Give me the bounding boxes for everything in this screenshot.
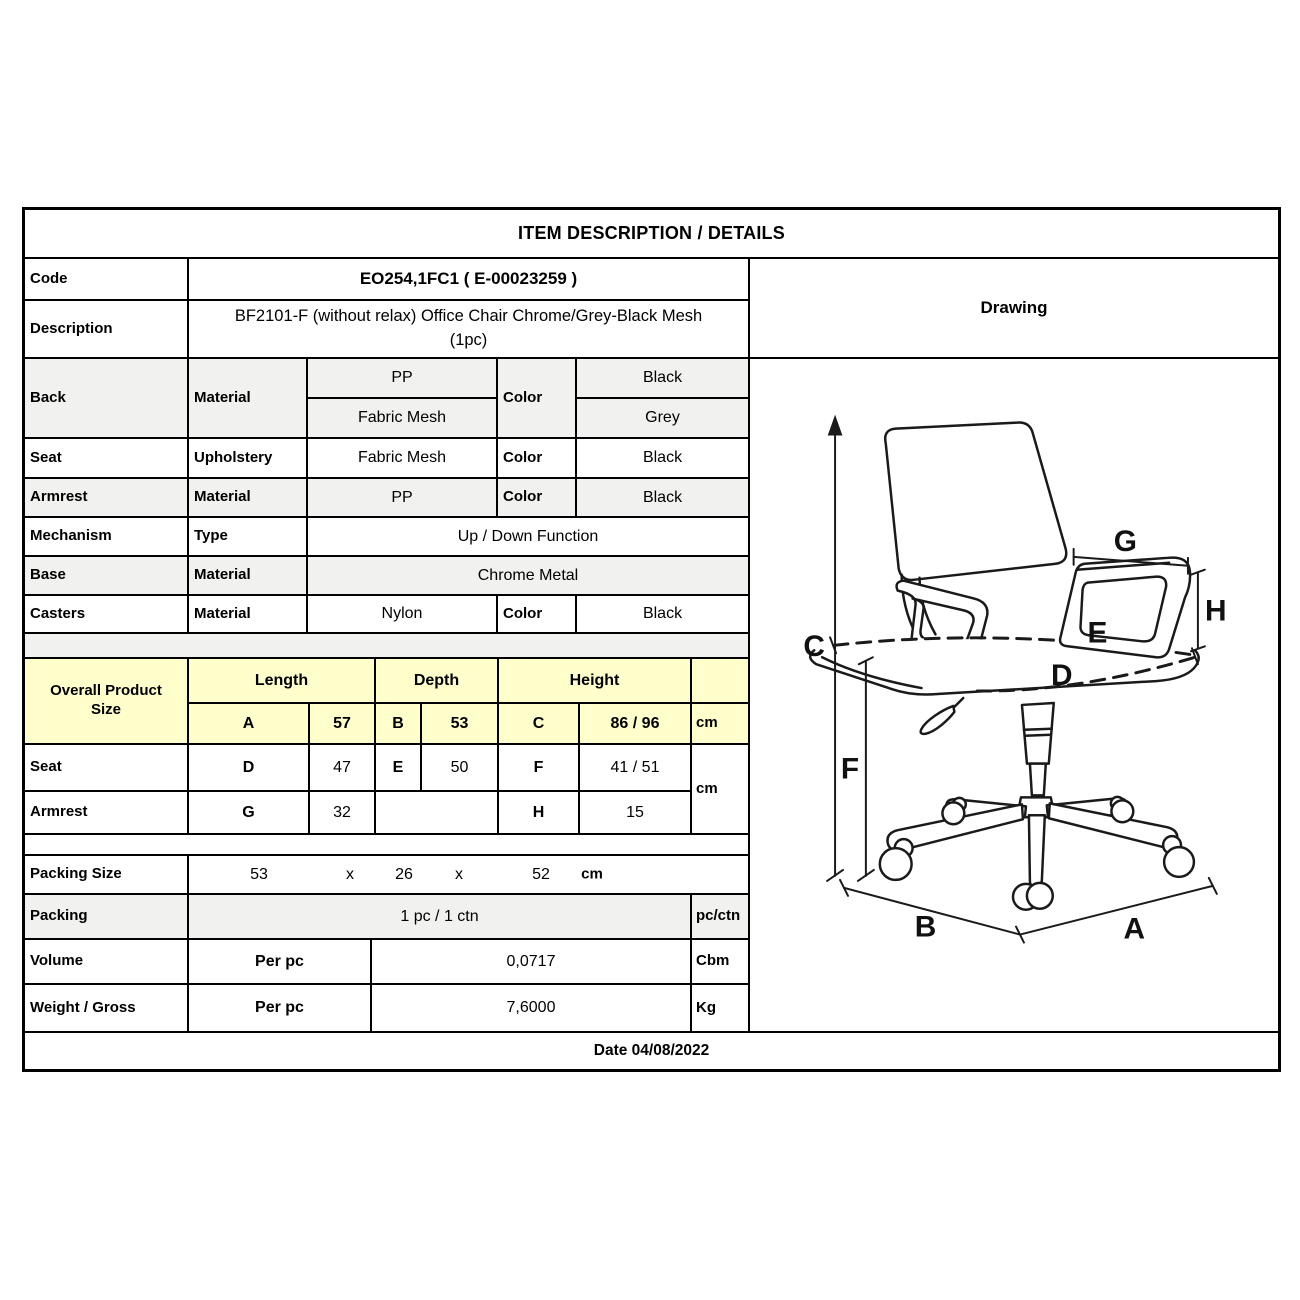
caster-left	[880, 848, 912, 880]
back-color-2: Grey	[575, 397, 748, 437]
dim-h-value: 15	[578, 790, 690, 833]
back-label: Back	[25, 357, 187, 437]
casters-color: Black	[575, 594, 748, 632]
overall-size-label-line2: Size	[90, 701, 121, 718]
base-leg-front	[1029, 815, 1045, 887]
dim-g-value: 32	[308, 790, 374, 833]
mechanism-label: Mechanism	[25, 516, 187, 555]
packing-unit: pc/ctn	[690, 893, 748, 938]
dim-label-b: B	[914, 910, 937, 944]
dim-label-d: D	[1050, 659, 1073, 693]
length-header: Length	[187, 657, 374, 702]
dim-label-f: F	[840, 752, 860, 786]
dim-c-value: 86 / 96	[578, 702, 690, 743]
back-material-2: Fabric Mesh	[306, 397, 496, 437]
seat-armrest-unit: cm	[690, 743, 748, 833]
spec-sheet	[22, 207, 1281, 1072]
overall-size-label-line1: Overall Product	[50, 682, 162, 700]
dim-c-letter: C	[497, 702, 578, 743]
packing-label: Packing	[25, 893, 187, 938]
code-label: Code	[25, 257, 187, 299]
volume-label: Volume	[25, 938, 187, 983]
dim-a-letter: A	[187, 702, 308, 743]
date-line: Date 04/08/2022	[25, 1031, 1278, 1069]
overall-size-label	[25, 657, 187, 743]
armrest-attr: Material	[187, 477, 306, 516]
dim-h-letter: H	[497, 790, 578, 833]
caster-back-right	[1111, 800, 1133, 822]
armrest-size-empty	[374, 790, 497, 833]
code-value: EO254,1FC1 ( E-00023259 )	[187, 257, 748, 299]
height-header: Height	[497, 657, 690, 702]
seat-color: Black	[575, 437, 748, 477]
dim-f-value: 41 / 51	[578, 743, 690, 790]
dim-f-letter: F	[497, 743, 578, 790]
spacer-row-1	[25, 632, 748, 657]
packing-x-1: x	[346, 865, 354, 883]
seat-size-label: Seat	[25, 743, 187, 790]
mechanism-value: Up / Down Function	[306, 516, 748, 555]
dim-e-letter: E	[374, 743, 420, 790]
armrest-label: Armrest	[25, 477, 187, 516]
caster-front-right-wheel	[1027, 883, 1053, 909]
dimension-labels	[803, 525, 1226, 946]
seat-material: Fabric Mesh	[306, 437, 496, 477]
caster-right	[1164, 847, 1194, 877]
dim-g-letter: G	[187, 790, 308, 833]
chair-lever	[921, 706, 955, 734]
back-attr: Material	[187, 357, 306, 437]
weight-unit: Kg	[690, 983, 748, 1031]
packing-dim-2: 26	[395, 865, 413, 883]
drawing-section-label: Drawing	[748, 257, 1278, 357]
spacer-row-2	[25, 833, 748, 854]
dim-label-h: H	[1205, 594, 1227, 628]
armrest-material: PP	[306, 477, 496, 516]
chair-lever-link	[954, 698, 963, 707]
dim-d-letter: D	[187, 743, 308, 790]
dim-label-a: A	[1123, 912, 1146, 946]
packing-size-value	[187, 854, 748, 893]
dim-b-value: 53	[420, 702, 497, 743]
seat-attr: Upholstery	[187, 437, 306, 477]
description-label: Description	[25, 299, 187, 357]
overall-unit: cm	[690, 702, 748, 743]
casters-color-label: Color	[496, 594, 575, 632]
weight-value: 7,6000	[370, 983, 690, 1031]
dim-label-g: G	[1113, 524, 1137, 558]
packing-dim-1: 53	[250, 865, 268, 883]
chair-gas-lift	[1022, 703, 1054, 764]
base-label: Base	[25, 555, 187, 594]
back-material-1: PP	[306, 357, 496, 397]
gas-lift-ring-1	[1024, 729, 1052, 730]
dim-line-c-arrow	[829, 418, 841, 435]
dim-e-value: 50	[420, 743, 497, 790]
casters-label: Casters	[25, 594, 187, 632]
packing-size-label: Packing Size	[25, 854, 187, 893]
dim-a-value: 57	[308, 702, 374, 743]
depth-header: Depth	[374, 657, 497, 702]
gas-lift-tube	[1030, 764, 1046, 796]
dim-d-value: 47	[308, 743, 374, 790]
armrest-size-label: Armrest	[25, 790, 187, 833]
packing-x-2: x	[455, 865, 463, 883]
size-header-corner	[690, 657, 748, 702]
back-color-label: Color	[496, 357, 575, 437]
volume-per-pc: Per pc	[187, 938, 370, 983]
caster-back-left	[942, 802, 964, 824]
volume-value: 0,0717	[370, 938, 690, 983]
packing-size-unit: cm	[581, 865, 603, 883]
dim-label-e: E	[1087, 616, 1108, 650]
base-value: Chrome Metal	[306, 555, 748, 594]
seat-label: Seat	[25, 437, 187, 477]
mechanism-attr: Type	[187, 516, 306, 555]
weight-per-pc: Per pc	[187, 983, 370, 1031]
description-value: BF2101-F (without relax) Office Chair Chrome/Grey-Black Mesh (1pc)	[187, 299, 748, 357]
base-attr: Material	[187, 555, 306, 594]
chair-armrest-near	[1060, 558, 1190, 658]
dim-b-letter: B	[374, 702, 420, 743]
weight-label: Weight / Gross	[25, 983, 187, 1031]
armrest-color: Black	[575, 477, 748, 516]
volume-unit: Cbm	[690, 938, 748, 983]
packing-value: 1 pc / 1 ctn	[187, 893, 690, 938]
chair-technical-drawing	[750, 360, 1278, 1030]
drawing-canvas	[748, 357, 1278, 1031]
casters-material: Nylon	[306, 594, 496, 632]
chair-backrest	[885, 423, 1066, 580]
dim-label-c: C	[803, 630, 825, 664]
back-color-1: Black	[575, 357, 748, 397]
seat-color-label: Color	[496, 437, 575, 477]
gas-lift-ring-2	[1025, 735, 1051, 736]
sheet-title: ITEM DESCRIPTION / DETAILS	[25, 210, 1278, 257]
packing-dim-3: 52	[532, 865, 550, 883]
armrest-color-label: Color	[496, 477, 575, 516]
casters-attr: Material	[187, 594, 306, 632]
